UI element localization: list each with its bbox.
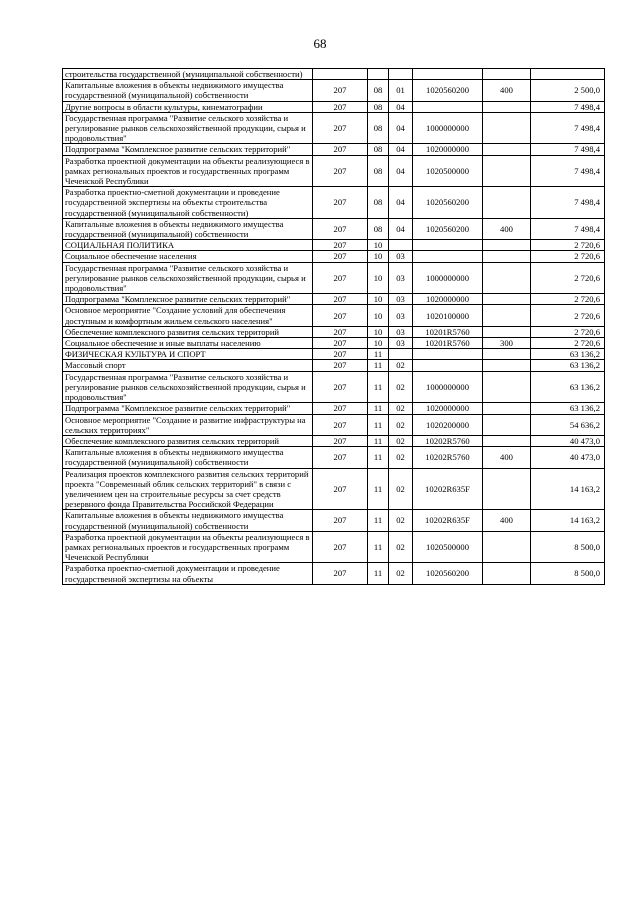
table-row bbox=[63, 447, 605, 468]
row-sum: 40 473,0 bbox=[531, 447, 605, 468]
row-csr: 1000000000 bbox=[413, 112, 483, 144]
row-rz: 10 bbox=[368, 251, 389, 262]
row-name: Государственная программа "Развитие сельского хозяйства и регулирование рынков сельскохозяйственной продукции, сырья и продовольствия" bbox=[63, 112, 313, 144]
row-rz: 08 bbox=[368, 155, 389, 187]
row-vr bbox=[483, 69, 531, 80]
row-sum: 63 136,2 bbox=[531, 360, 605, 371]
row-ved: 207 bbox=[313, 371, 368, 403]
table-row bbox=[63, 218, 605, 239]
row-vr bbox=[483, 187, 531, 219]
row-rz: 10 bbox=[368, 294, 389, 305]
row-vr: 400 bbox=[483, 218, 531, 239]
row-csr: 1020500000 bbox=[413, 531, 483, 563]
row-pr: 03 bbox=[389, 338, 413, 349]
row-pr: 04 bbox=[389, 101, 413, 112]
row-name: Подпрограмма "Комплексное развитие сельских территорий" bbox=[63, 294, 313, 305]
row-csr: 10202R635F bbox=[413, 510, 483, 531]
row-ved: 207 bbox=[313, 294, 368, 305]
row-rz: 08 bbox=[368, 112, 389, 144]
row-rz: 11 bbox=[368, 510, 389, 531]
table-row bbox=[63, 531, 605, 563]
table-row bbox=[63, 69, 605, 80]
row-csr: 10202R5760 bbox=[413, 435, 483, 446]
row-rz: 10 bbox=[368, 240, 389, 251]
row-sum: 8 500,0 bbox=[531, 531, 605, 563]
row-ved: 207 bbox=[313, 112, 368, 144]
row-vr bbox=[483, 531, 531, 563]
row-rz: 10 bbox=[368, 262, 389, 294]
row-rz: 11 bbox=[368, 468, 389, 510]
row-name: Другие вопросы в области культуры, кинематографии bbox=[63, 101, 313, 112]
row-rz: 10 bbox=[368, 305, 389, 326]
row-ved: 207 bbox=[313, 80, 368, 101]
table-row bbox=[63, 305, 605, 326]
row-ved: 207 bbox=[313, 187, 368, 219]
table-row bbox=[63, 101, 605, 112]
row-vr bbox=[483, 294, 531, 305]
row-vr bbox=[483, 414, 531, 435]
row-rz: 11 bbox=[368, 563, 389, 584]
row-csr: 1020560200 bbox=[413, 563, 483, 584]
row-vr bbox=[483, 360, 531, 371]
row-csr bbox=[413, 101, 483, 112]
row-pr: 04 bbox=[389, 218, 413, 239]
row-pr: 04 bbox=[389, 155, 413, 187]
row-ved: 207 bbox=[313, 338, 368, 349]
table-row bbox=[63, 187, 605, 219]
row-sum: 14 163,2 bbox=[531, 468, 605, 510]
row-csr: 1020100000 bbox=[413, 305, 483, 326]
row-ved bbox=[313, 69, 368, 80]
row-csr bbox=[413, 360, 483, 371]
row-ved: 207 bbox=[313, 414, 368, 435]
row-rz: 10 bbox=[368, 326, 389, 337]
row-pr: 03 bbox=[389, 326, 413, 337]
row-sum: 2 720,6 bbox=[531, 251, 605, 262]
table-row bbox=[63, 144, 605, 155]
row-ved: 207 bbox=[313, 326, 368, 337]
row-name: Социальное обеспечение населения bbox=[63, 251, 313, 262]
row-pr: 04 bbox=[389, 187, 413, 219]
row-vr bbox=[483, 326, 531, 337]
row-sum: 8 500,0 bbox=[531, 563, 605, 584]
row-pr: 02 bbox=[389, 468, 413, 510]
row-rz: 08 bbox=[368, 80, 389, 101]
row-vr bbox=[483, 240, 531, 251]
row-sum: 2 720,6 bbox=[531, 305, 605, 326]
row-ved: 207 bbox=[313, 240, 368, 251]
row-pr bbox=[389, 69, 413, 80]
row-pr: 03 bbox=[389, 251, 413, 262]
row-rz: 08 bbox=[368, 101, 389, 112]
table-row bbox=[63, 403, 605, 414]
row-sum: 63 136,2 bbox=[531, 371, 605, 403]
table-row bbox=[63, 371, 605, 403]
row-vr bbox=[483, 101, 531, 112]
row-sum: 7 498,4 bbox=[531, 187, 605, 219]
row-ved: 207 bbox=[313, 155, 368, 187]
table-row bbox=[63, 338, 605, 349]
row-sum: 7 498,4 bbox=[531, 101, 605, 112]
row-sum: 2 500,0 bbox=[531, 80, 605, 101]
table-row bbox=[63, 326, 605, 337]
row-pr: 03 bbox=[389, 294, 413, 305]
row-pr: 02 bbox=[389, 531, 413, 563]
row-rz: 11 bbox=[368, 531, 389, 563]
row-sum: 63 136,2 bbox=[531, 349, 605, 360]
row-pr bbox=[389, 240, 413, 251]
row-name: Разработка проектно-сметной документации и проведение государственной экспертизы на объекты bbox=[63, 563, 313, 584]
row-name: СОЦИАЛЬНАЯ ПОЛИТИКА bbox=[63, 240, 313, 251]
row-rz: 11 bbox=[368, 349, 389, 360]
row-ved: 207 bbox=[313, 305, 368, 326]
row-sum: 2 720,6 bbox=[531, 294, 605, 305]
row-csr: 1020560200 bbox=[413, 218, 483, 239]
row-pr: 02 bbox=[389, 510, 413, 531]
row-name: строительства государственной (муниципальной собственности) bbox=[63, 69, 313, 80]
table-row bbox=[63, 155, 605, 187]
row-sum: 2 720,6 bbox=[531, 338, 605, 349]
row-vr bbox=[483, 468, 531, 510]
row-pr: 03 bbox=[389, 305, 413, 326]
row-vr bbox=[483, 251, 531, 262]
row-vr: 300 bbox=[483, 338, 531, 349]
row-ved: 207 bbox=[313, 360, 368, 371]
table-row bbox=[63, 510, 605, 531]
row-pr: 02 bbox=[389, 447, 413, 468]
row-rz: 11 bbox=[368, 447, 389, 468]
row-csr: 10201R5760 bbox=[413, 338, 483, 349]
row-name: Социальное обеспечение и иные выплаты населению bbox=[63, 338, 313, 349]
table-row bbox=[63, 414, 605, 435]
row-rz bbox=[368, 69, 389, 80]
table-row bbox=[63, 80, 605, 101]
row-csr: 1020000000 bbox=[413, 144, 483, 155]
row-ved: 207 bbox=[313, 251, 368, 262]
row-vr bbox=[483, 262, 531, 294]
row-vr: 400 bbox=[483, 80, 531, 101]
row-vr bbox=[483, 144, 531, 155]
row-sum bbox=[531, 69, 605, 80]
row-vr bbox=[483, 155, 531, 187]
row-sum: 7 498,4 bbox=[531, 155, 605, 187]
row-vr bbox=[483, 305, 531, 326]
row-pr: 02 bbox=[389, 403, 413, 414]
row-csr: 1020200000 bbox=[413, 414, 483, 435]
row-csr: 1000000000 bbox=[413, 262, 483, 294]
row-ved: 207 bbox=[313, 531, 368, 563]
row-sum: 7 498,4 bbox=[531, 218, 605, 239]
table-row bbox=[63, 262, 605, 294]
page-number: 68 bbox=[313, 36, 327, 51]
row-pr: 02 bbox=[389, 360, 413, 371]
row-sum: 14 163,2 bbox=[531, 510, 605, 531]
row-vr bbox=[483, 349, 531, 360]
row-name: Разработка проектно-сметной документации и проведение государственной экспертизы на объекты строительства государственной (муниципальной собственности) bbox=[63, 187, 313, 219]
row-rz: 08 bbox=[368, 187, 389, 219]
row-rz: 11 bbox=[368, 414, 389, 435]
row-sum: 63 136,2 bbox=[531, 403, 605, 414]
row-csr: 10201R5760 bbox=[413, 326, 483, 337]
row-pr: 02 bbox=[389, 371, 413, 403]
row-vr bbox=[483, 112, 531, 144]
row-name: Разработка проектной документации на объекты реализующиеся в рамках региональных проектов и государственных программ Чеченской Республики bbox=[63, 531, 313, 563]
table-row bbox=[63, 468, 605, 510]
row-rz: 08 bbox=[368, 144, 389, 155]
row-rz: 11 bbox=[368, 403, 389, 414]
budget-table bbox=[62, 68, 605, 585]
row-ved: 207 bbox=[313, 218, 368, 239]
row-name: ФИЗИЧЕСКАЯ КУЛЬТУРА И СПОРТ bbox=[63, 349, 313, 360]
table-row bbox=[63, 435, 605, 446]
row-sum: 40 473,0 bbox=[531, 435, 605, 446]
row-csr: 1000000000 bbox=[413, 371, 483, 403]
row-name: Реализация проектов комплексного развития сельских территорий проекта "Современный облик сельских территорий" в связи с увеличением цен на строительные ресурсы за счет средств резервного фонда Правительства Российской Федерации bbox=[63, 468, 313, 510]
row-ved: 207 bbox=[313, 447, 368, 468]
row-name: Государственная программа "Развитие сельского хозяйства и регулирование рынков сельскохозяйственной продукции, сырья и продовольствия" bbox=[63, 371, 313, 403]
row-ved: 207 bbox=[313, 403, 368, 414]
row-sum: 54 636,2 bbox=[531, 414, 605, 435]
row-name: Подпрограмма "Комплексное развитие сельских территорий" bbox=[63, 144, 313, 155]
row-pr: 02 bbox=[389, 435, 413, 446]
row-name: Капитальные вложения в объекты недвижимого имущества государственной (муниципальной) собственности bbox=[63, 218, 313, 239]
row-name: Государственная программа "Развитие сельского хозяйства и регулирование рынков сельскохозяйственной продукции, сырья и продовольствия" bbox=[63, 262, 313, 294]
row-pr: 04 bbox=[389, 144, 413, 155]
row-ved: 207 bbox=[313, 101, 368, 112]
row-vr bbox=[483, 403, 531, 414]
row-csr bbox=[413, 349, 483, 360]
row-rz: 11 bbox=[368, 435, 389, 446]
row-rz: 10 bbox=[368, 338, 389, 349]
row-pr: 02 bbox=[389, 563, 413, 584]
row-csr bbox=[413, 240, 483, 251]
row-pr: 03 bbox=[389, 262, 413, 294]
row-sum: 7 498,4 bbox=[531, 144, 605, 155]
row-ved: 207 bbox=[313, 349, 368, 360]
row-rz: 11 bbox=[368, 360, 389, 371]
row-pr bbox=[389, 349, 413, 360]
table-row bbox=[63, 294, 605, 305]
row-name: Обеспечение комплексного развития сельских территорий bbox=[63, 326, 313, 337]
row-name: Основное мероприятие "Создание условий для обеспечения доступным и комфортным жильем сельского населения" bbox=[63, 305, 313, 326]
row-vr: 400 bbox=[483, 447, 531, 468]
row-rz: 11 bbox=[368, 371, 389, 403]
row-sum: 2 720,6 bbox=[531, 326, 605, 337]
row-name: Массовый спорт bbox=[63, 360, 313, 371]
row-csr bbox=[413, 69, 483, 80]
budget-table-body bbox=[63, 69, 605, 585]
row-csr: 10202R5760 bbox=[413, 447, 483, 468]
row-csr: 1020000000 bbox=[413, 403, 483, 414]
row-sum: 2 720,6 bbox=[531, 262, 605, 294]
row-ved: 207 bbox=[313, 563, 368, 584]
row-ved: 207 bbox=[313, 468, 368, 510]
row-name: Разработка проектной документации на объекты реализующиеся в рамках региональных проектов и государственных программ Чеченской Республики bbox=[63, 155, 313, 187]
row-name: Основное мероприятие "Создание и развитие инфраструктуры на сельских территориях" bbox=[63, 414, 313, 435]
row-pr: 01 bbox=[389, 80, 413, 101]
row-vr bbox=[483, 371, 531, 403]
table-row bbox=[63, 349, 605, 360]
row-pr: 02 bbox=[389, 414, 413, 435]
row-name: Обеспечение комплексного развития сельских территорий bbox=[63, 435, 313, 446]
table-row bbox=[63, 360, 605, 371]
row-vr bbox=[483, 435, 531, 446]
table-row bbox=[63, 251, 605, 262]
row-ved: 207 bbox=[313, 435, 368, 446]
row-name: Капитальные вложения в объекты недвижимого имущества государственной (муниципальной) собственности bbox=[63, 80, 313, 101]
row-csr: 1020560200 bbox=[413, 187, 483, 219]
row-csr: 1020000000 bbox=[413, 294, 483, 305]
table-row bbox=[63, 240, 605, 251]
row-ved: 207 bbox=[313, 262, 368, 294]
row-name: Подпрограмма "Комплексное развитие сельских территорий" bbox=[63, 403, 313, 414]
row-vr bbox=[483, 563, 531, 584]
row-csr: 10202R635F bbox=[413, 468, 483, 510]
row-ved: 207 bbox=[313, 510, 368, 531]
table-row bbox=[63, 112, 605, 144]
row-vr: 400 bbox=[483, 510, 531, 531]
row-csr: 1020560200 bbox=[413, 80, 483, 101]
row-ved: 207 bbox=[313, 144, 368, 155]
row-csr: 1020500000 bbox=[413, 155, 483, 187]
row-pr: 04 bbox=[389, 112, 413, 144]
row-csr bbox=[413, 251, 483, 262]
row-sum: 2 720,6 bbox=[531, 240, 605, 251]
row-name: Капитальные вложения в объекты недвижимого имущества государственной (муниципальной) собственности bbox=[63, 447, 313, 468]
row-sum: 7 498,4 bbox=[531, 112, 605, 144]
row-name: Капитальные вложения в объекты недвижимого имущества государственной (муниципальной) собственности bbox=[63, 510, 313, 531]
table-row bbox=[63, 563, 605, 584]
row-rz: 08 bbox=[368, 218, 389, 239]
